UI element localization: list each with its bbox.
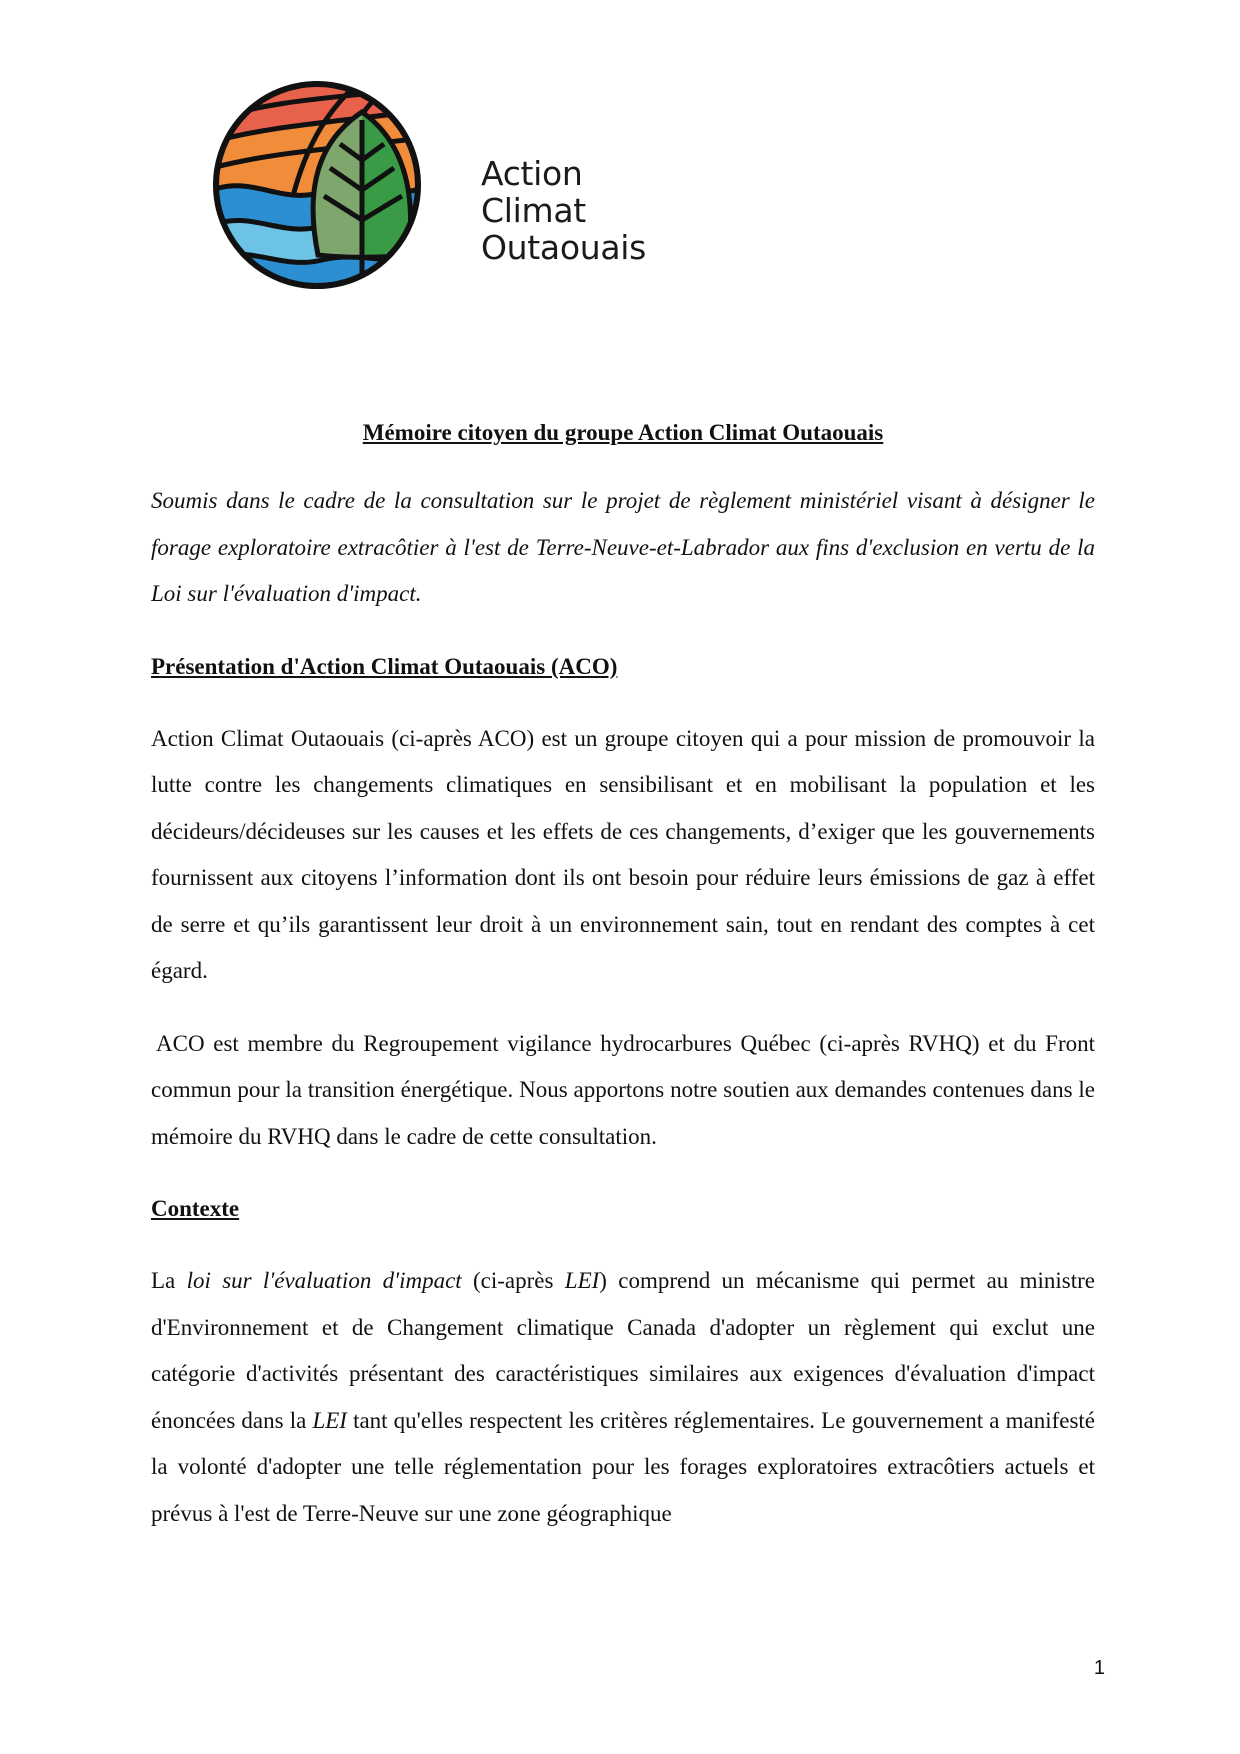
context-law-name: loi sur l'évaluation d'impact	[186, 1268, 462, 1293]
org-name-line-2: Climat	[481, 191, 586, 230]
context-lei-abbrev: LEI	[564, 1268, 600, 1293]
organization-logo	[212, 80, 422, 290]
context-lei-abbrev-2: LEI	[312, 1407, 347, 1433]
presentation-paragraph-2: ACO est membre du Regroupement vigilance hydrocarbures Québec (ci-après RVHQ) et du Front commun pour la transition énergétique. Nous apportons notre soutien aux demandes contenues dans le mémoire du RVHQ dans le cadre de cette consultation.	[151, 1030, 1095, 1149]
context-text-1: La	[151, 1268, 187, 1293]
document-title: Mémoire citoyen du groupe Action Climat Outaouais	[362, 420, 884, 445]
org-name-line-1: Action	[481, 154, 583, 193]
intro-paragraph: Soumis dans le cadre de la consultation sur le projet de règlement ministériel visant à désigner le forage exploratoire extracôtier à l'est de Terre-Neuve-et-Labrador aux fins d'exclusion en vertu de la Loi sur l'évaluation d'impact.	[151, 488, 1095, 606]
context-text-2: (ci-après	[461, 1268, 565, 1293]
section-heading-presentation: Présentation d'Action Climat Outaouais (ACO)	[151, 653, 618, 679]
section-heading-context: Contexte	[151, 1196, 240, 1221]
context-text-3: ) comprend un mécanisme qui permet au ministre d'Environnement et de Changement climatique Canada d'adopter un règlement qui exclut une catégorie d'activités présentant des caractéristiques similaires aux exigences d'évaluation d'impact énoncées dans la	[151, 1268, 1095, 1433]
context-text-4: tant qu'elles respectent les critères réglementaires. Le gouvernement a manifesté la volonté d'adopter une telle réglementation pour les forages exploratoires extracôtiers actuels et prévus à l'est de Terre-Neuve sur une zone géographique	[151, 1407, 1095, 1526]
org-name-line-3: Outaouais	[481, 228, 647, 267]
context-paragraph	[151, 1258, 1095, 1537]
document-body	[151, 418, 1095, 1563]
organization-name	[481, 155, 646, 266]
presentation-paragraph-1: Action Climat Outaouais (ci-après ACO) est un groupe citoyen qui a pour mission de promouvoir la lutte contre les changements climatiques en sensibilisant et en mobilisant la population et les décideurs/décideuses sur les causes et les effets de ces changements, d’exiger que les gouvernements fournissent aux citoyens l’information dont ils ont besoin pour réduire leurs émissions de gaz à effet de serre et qu’ils garantissent leur droit à un environnement sain, tout en rendant des comptes à cet égard.	[151, 725, 1095, 983]
page-number: 1	[1093, 1657, 1105, 1679]
